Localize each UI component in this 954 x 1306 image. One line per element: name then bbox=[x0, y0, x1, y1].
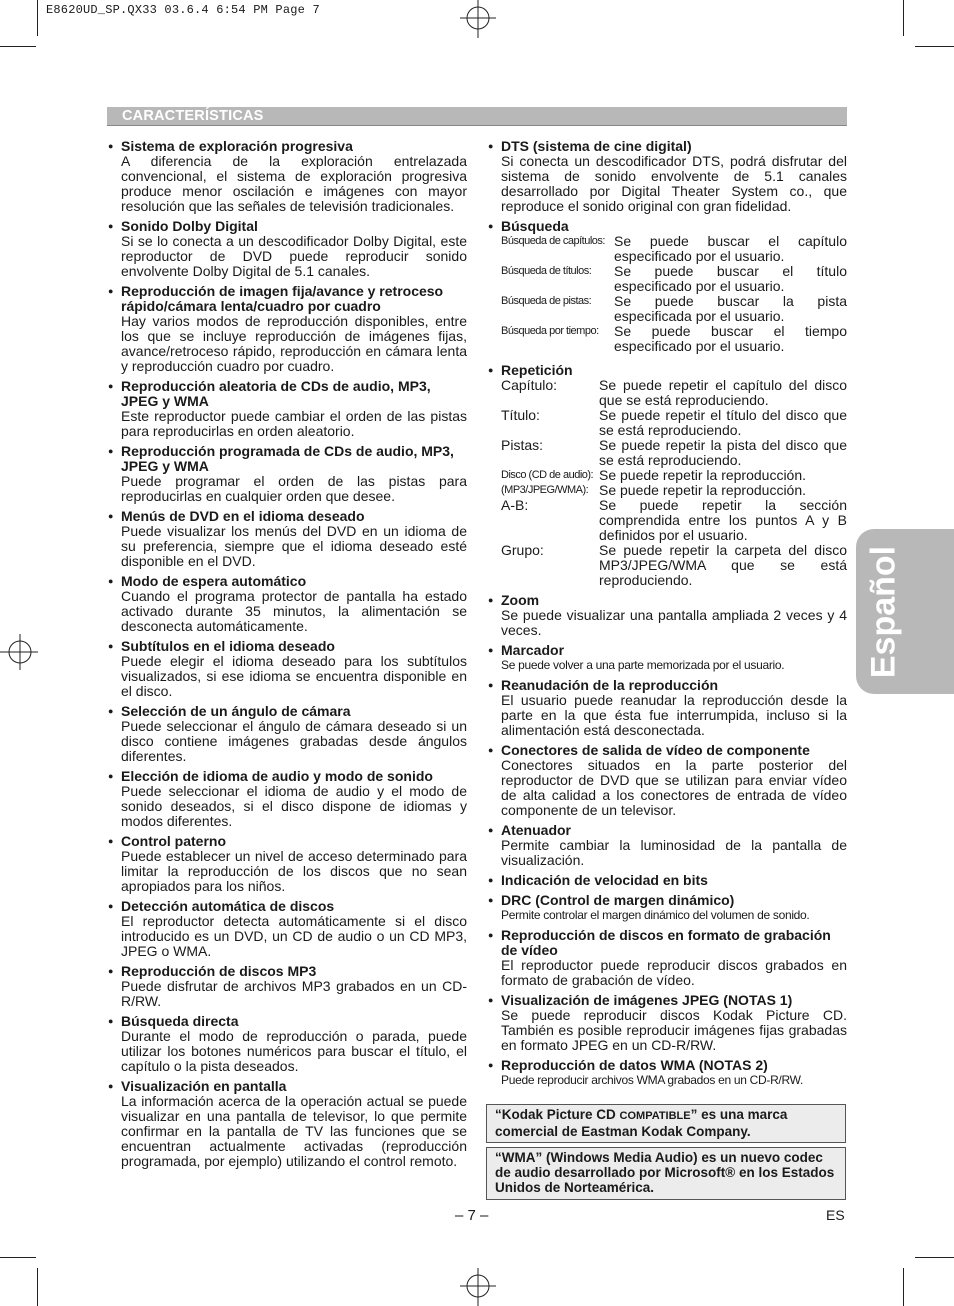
search-definition: Se puede buscar el tiempo especificado por el usuario. bbox=[614, 323, 847, 354]
feature-description: Se puede visualizar una pantalla ampliada 2 veces y 4 veces. bbox=[501, 607, 847, 638]
repeat-definition: Se puede repetir la reproducción. bbox=[599, 482, 807, 498]
feature-item bbox=[488, 1058, 847, 1088]
feature-title: ● Reproducción de discos en formato de grabación de vídeo bbox=[488, 928, 847, 958]
crop-mark bbox=[903, 1268, 904, 1306]
feature-description: Se puede reproducir discos Kodak Picture CD. También es posible reproducir imágenes fijas grabadas en formato JPEG en un CD-R/RW. bbox=[501, 1007, 847, 1053]
feature-item bbox=[108, 769, 467, 829]
feature-list-right bbox=[488, 139, 847, 1093]
feature-item bbox=[108, 139, 467, 214]
feature-item bbox=[108, 444, 467, 504]
feature-title: ● Reanudación de la reproducción bbox=[488, 678, 847, 693]
search-term: Búsqueda por tiempo: bbox=[501, 325, 599, 337]
feature-description: Hay varios modos de reproducción disponibles, entre los que se incluye reproducción de imágenes fijas, avance/retroceso rápido, reproducción en cámara lenta y reproducción cuadro por cuadro. bbox=[121, 313, 467, 374]
repeat-term: (MP3/JPEG/WMA): bbox=[501, 484, 589, 496]
feature-title: ● Repetición bbox=[488, 363, 847, 378]
repeat-row bbox=[488, 378, 847, 408]
crop-mark bbox=[37, 0, 38, 36]
feature-description: Permite controlar el margen dinámico del volumen de sonido. bbox=[501, 908, 810, 922]
feature-title: ● Control paterno bbox=[108, 834, 467, 849]
feature-description: Si se lo conecta a un descodificador Dolby Digital, este reproductor de DVD puede reproducir sonido envolvente Dolby Digital de 5.1 canales. bbox=[121, 233, 467, 279]
feature-title: ● Atenuador bbox=[488, 823, 847, 838]
repeat-row bbox=[488, 543, 847, 588]
repeat-definition: Se puede repetir la carpeta del disco MP3/JPEG/WMA que se está reproduciendo. bbox=[599, 542, 847, 588]
repeat-definition: Se puede repetir el capítulo del disco que se está reproduciendo. bbox=[599, 377, 847, 408]
feature-description: Durante el modo de reproducción o parada, puede utilizar los botones numéricos para buscar el título, el capítulo o la pista deseados. bbox=[121, 1028, 467, 1074]
feature-description: Puede disfrutar de archivos MP3 grabados en un CD-R/RW. bbox=[121, 978, 467, 1009]
feature-item bbox=[108, 639, 467, 699]
feature-item bbox=[108, 1014, 467, 1074]
feature-title: ● Selección de un ángulo de cámara bbox=[108, 704, 467, 719]
feature-description: Puede programar el orden de las pistas para reproducirlas en cualquier orden que desee. bbox=[121, 473, 467, 504]
page-number: – 7 – bbox=[455, 1207, 489, 1224]
feature-item bbox=[488, 873, 847, 888]
feature-item bbox=[108, 574, 467, 634]
crop-mark bbox=[915, 46, 954, 47]
feature-description: La información acerca de la operación actual se puede visualizar en una pantalla de televisor, lo que permite confirmar en la pantalla de TV las funciones que se encuentran actualmente activadas (reproducción programada, por ejemplo) utilizando el control remoto. bbox=[121, 1093, 467, 1169]
feature-description: Se puede volver a una parte memorizada por el usuario. bbox=[501, 658, 785, 672]
repeat-term: Pistas: bbox=[501, 437, 544, 453]
repeat-term: A-B: bbox=[501, 497, 529, 513]
feature-item-repeat bbox=[488, 363, 847, 588]
feature-description: Puede elegir el idioma deseado para los subtítulos visualizados, si ese idioma se encuentra disponible en el disco. bbox=[121, 653, 467, 699]
feature-title: ● Búsqueda directa bbox=[108, 1014, 467, 1029]
feature-title: ● Reproducción programada de CDs de audio, MP3, JPEG y WMA bbox=[108, 444, 467, 474]
feature-title: ● Elección de idioma de audio y modo de sonido bbox=[108, 769, 467, 784]
repeat-term: Título: bbox=[501, 407, 540, 423]
notice-text: ” es una marca comercial de Eastman Kodak Company. bbox=[495, 1107, 788, 1139]
search-row bbox=[488, 294, 847, 324]
search-row bbox=[488, 234, 847, 264]
feature-item bbox=[108, 379, 467, 439]
notice-text-compatible: COMPATIBLE bbox=[619, 1110, 691, 1122]
registration-mark-icon bbox=[458, 1266, 498, 1306]
feature-title: ● Menús de DVD en el idioma deseado bbox=[108, 509, 467, 524]
repeat-row bbox=[488, 498, 847, 543]
section-header bbox=[107, 107, 847, 126]
crop-mark bbox=[0, 46, 36, 47]
feature-description: Puede visualizar los menús del DVD en un idioma de su preferencia, siempre que el idioma deseado esté disponible en el DVD. bbox=[121, 523, 467, 569]
search-definition: Se puede buscar el título especificado por el usuario. bbox=[614, 263, 847, 294]
crop-mark bbox=[37, 1268, 38, 1306]
repeat-term: Disco (CD de audio): bbox=[501, 469, 594, 481]
feature-item bbox=[108, 704, 467, 764]
feature-description: A diferencia de la exploración entrelazada convencional, el sistema de exploración progresiva produce menor oscilación e imágenes con mayor resolución que las señales de televisión tradicionales. bbox=[121, 153, 467, 214]
feature-description: El usuario puede reanudar la reproducción desde la parte en la que ésta fue interrumpida, incluso si la alimentación está desconectada. bbox=[501, 692, 847, 738]
feature-title: ● Modo de espera automático bbox=[108, 574, 467, 589]
feature-item bbox=[108, 1079, 467, 1169]
kodak-trademark-notice bbox=[486, 1104, 846, 1143]
feature-item bbox=[488, 678, 847, 738]
search-term: Búsqueda de títulos: bbox=[501, 265, 592, 277]
feature-item bbox=[488, 139, 847, 214]
feature-title: ● Reproducción de imagen fija/avance y retroceso rápido/cámara lenta/cuadro por cuadro bbox=[108, 284, 467, 314]
feature-title: ● DTS (sistema de cine digital) bbox=[488, 139, 847, 154]
feature-title: ● Reproducción aleatoria de CDs de audio, MP3, JPEG y WMA bbox=[108, 379, 467, 409]
section-title: CARACTERÍSTICAS bbox=[122, 108, 264, 124]
feature-description: Puede reproducir archivos WMA grabados en un CD-R/RW. bbox=[501, 1073, 804, 1087]
feature-item bbox=[108, 219, 467, 279]
feature-description: Puede establecer un nivel de acceso determinado para limitar la reproducción de los discos que no sean apropiados para los niños. bbox=[121, 848, 467, 894]
feature-item bbox=[108, 834, 467, 894]
search-row bbox=[488, 324, 847, 354]
search-term: Búsqueda de pistas: bbox=[501, 295, 592, 307]
feature-description: Si conecta un descodificador DTS, podrá disfrutar del sistema de sonido envolvente de 5.1 canales desarrollado por Digital Theater System co., que reproduce el sonido original con gran fidelidad. bbox=[501, 153, 847, 214]
feature-title: ● Sonido Dolby Digital bbox=[108, 219, 467, 234]
feature-item bbox=[488, 743, 847, 818]
wma-trademark-notice bbox=[486, 1147, 846, 1200]
feature-item bbox=[108, 509, 467, 569]
feature-item bbox=[488, 593, 847, 638]
feature-title: ● Indicación de velocidad en bits bbox=[488, 873, 847, 888]
search-term: Búsqueda de capítulos: bbox=[501, 235, 605, 247]
repeat-definition: Se puede repetir la reproducción. bbox=[599, 467, 807, 483]
feature-description: Permite cambiar la luminosidad de la pantalla de visualización. bbox=[501, 837, 847, 868]
registration-mark-icon bbox=[0, 632, 40, 672]
crop-mark bbox=[0, 1257, 36, 1258]
search-definition: Se puede buscar el capítulo especificado por el usuario. bbox=[614, 233, 847, 264]
search-row bbox=[488, 264, 847, 294]
repeat-row bbox=[488, 408, 847, 438]
repeat-row bbox=[488, 468, 847, 483]
feature-title: ● Visualización de imágenes JPEG (NOTAS 1) bbox=[488, 993, 847, 1008]
feature-title: ● Visualización en pantalla bbox=[108, 1079, 467, 1094]
notice-text: “Kodak Picture CD bbox=[495, 1107, 620, 1122]
repeat-term: Grupo: bbox=[501, 542, 544, 558]
language-tab-label: Español bbox=[864, 545, 903, 679]
language-code: ES bbox=[826, 1207, 845, 1223]
feature-title: ● Zoom bbox=[488, 593, 847, 608]
feature-list-left bbox=[108, 139, 467, 1174]
feature-item bbox=[488, 893, 847, 923]
feature-item bbox=[108, 284, 467, 374]
feature-title: ● Marcador bbox=[488, 643, 847, 658]
feature-item bbox=[488, 928, 847, 988]
repeat-row bbox=[488, 438, 847, 468]
feature-title: ● Detección automática de discos bbox=[108, 899, 467, 914]
repeat-term: Capítulo: bbox=[501, 377, 558, 393]
feature-description: Puede seleccionar el idioma de audio y el modo de sonido deseados, si el disco dispone de idiomas y modos diferentes. bbox=[121, 783, 467, 829]
feature-title: ● DRC (Control de margen dinámico) bbox=[488, 893, 847, 908]
crop-mark bbox=[915, 1257, 954, 1258]
search-definition: Se puede buscar la pista especificada por el usuario. bbox=[614, 293, 847, 324]
feature-item-search bbox=[488, 219, 847, 354]
notice-text: “WMA” (Windows Media Audio) es un nuevo codec de audio desarrollado por Microsoft® en los Estados Unidos de Norteamérica. bbox=[495, 1150, 835, 1195]
repeat-definition: Se puede repetir la pista del disco que se está reproduciendo. bbox=[599, 437, 847, 468]
feature-description: Este reproductor puede cambiar el orden de las pistas para reproducirlas en orden aleatorio. bbox=[121, 408, 467, 439]
repeat-definition: Se puede repetir la sección comprendida entre los puntos A y B definidos por el usuario. bbox=[599, 497, 847, 543]
feature-title: ● Subtítulos en el idioma deseado bbox=[108, 639, 467, 654]
feature-description: Puede seleccionar el ángulo de cámara deseado si un disco contiene imágenes grabadas desde ángulos diferentes. bbox=[121, 718, 467, 764]
feature-title: ● Sistema de exploración progresiva bbox=[108, 139, 467, 154]
feature-title: ● Conectores de salida de vídeo de componente bbox=[488, 743, 847, 758]
registration-mark-icon bbox=[458, 0, 498, 40]
feature-item bbox=[108, 964, 467, 1009]
feature-item bbox=[488, 823, 847, 868]
feature-title: ● Reproducción de datos WMA (NOTAS 2) bbox=[488, 1058, 847, 1073]
feature-item bbox=[488, 993, 847, 1053]
repeat-row bbox=[488, 483, 847, 498]
feature-description: El reproductor puede reproducir discos grabados en formato de grabación de vídeo. bbox=[501, 957, 847, 988]
feature-title: ● Búsqueda bbox=[488, 219, 847, 234]
print-header: E8620UD_SP.QX33 03.6.4 6:54 PM Page 7 bbox=[46, 3, 320, 17]
feature-description: El reproductor detecta automáticamente si el disco introducido es un DVD, un CD de audio o un CD MP3, JPEG o WMA. bbox=[121, 913, 467, 959]
feature-description: Conectores situados en la parte posterior del reproductor de DVD que se utilizan para enviar vídeo de alta calidad a los conectores de entrada de vídeo componente de un televisor. bbox=[501, 757, 847, 818]
repeat-definition: Se puede repetir el título del disco que se está reproduciendo. bbox=[599, 407, 847, 438]
crop-mark bbox=[903, 0, 904, 36]
feature-item bbox=[108, 899, 467, 959]
feature-title: ● Reproducción de discos MP3 bbox=[108, 964, 467, 979]
feature-item bbox=[488, 643, 847, 673]
feature-description: Cuando el programa protector de pantalla ha estado activado durante 35 minutos, la alimentación se desconecta automáticamente. bbox=[121, 588, 467, 634]
